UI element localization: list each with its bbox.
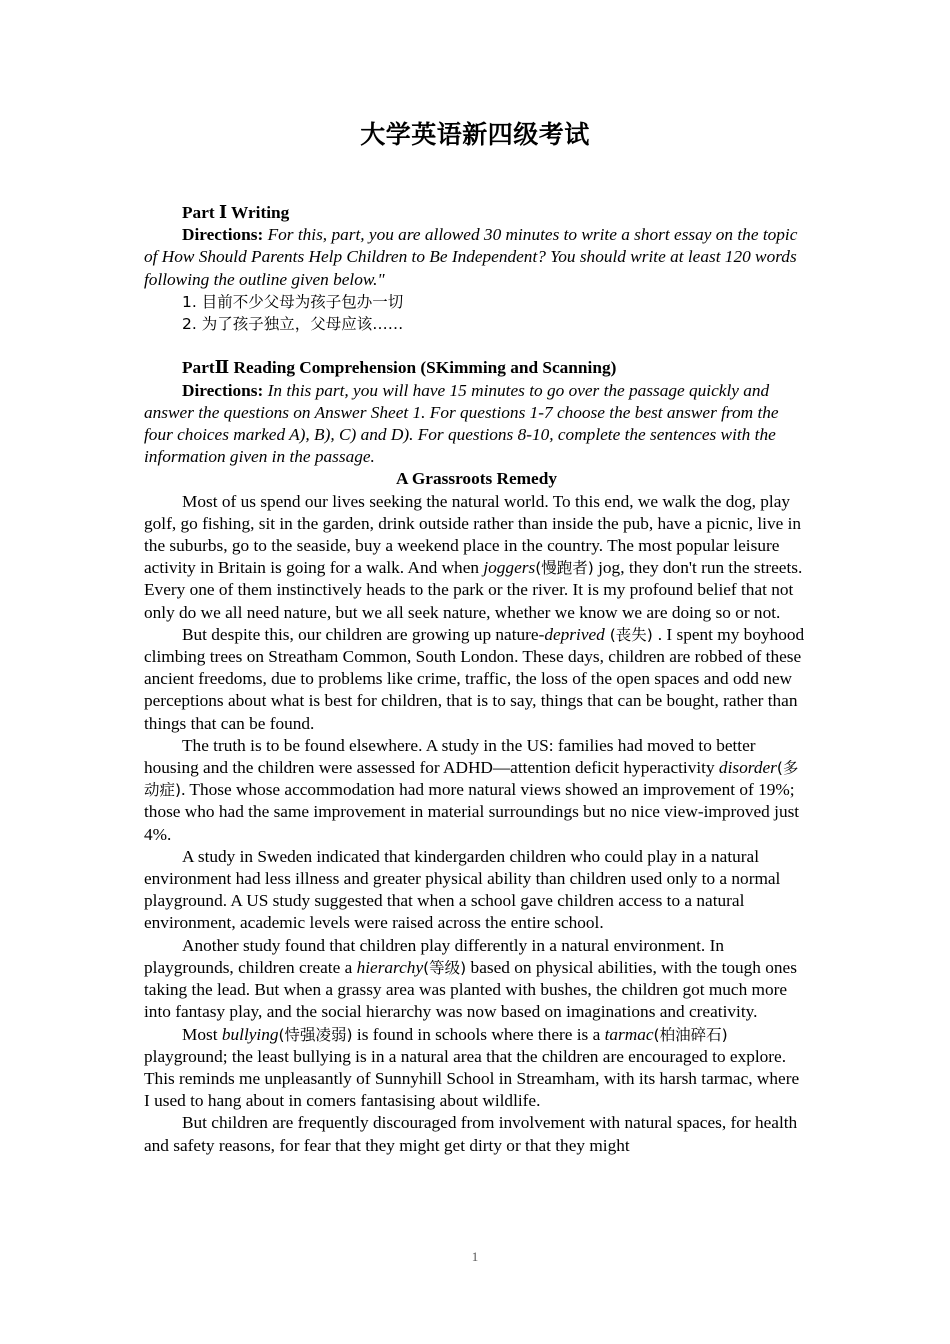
paragraph-text: based on physical abilities, with the tough ones taking the lead. But when a grassy area was planted with bushes, the children got much more into fantasy play, and the social hierarchy was now based on imaginations and creativity.: [144, 957, 797, 1022]
paragraph-text: The truth is to be found elsewhere. A study in the US: families had moved to better housing and the children were assessed for ADHD—attention deficit hyperactivity: [144, 735, 756, 778]
paragraph-text: But despite this, our children are growing up nature-: [182, 624, 545, 644]
outline-item-text: 2. 为了孩子独立，父母应该……: [182, 315, 404, 334]
document-body: [144, 202, 809, 1157]
paragraph-text: . I spent my boyhood climbing trees on Streatham Common, South London. These days, children are robbed of these ancient freedoms, due to problems like crime, traffic, the loss of the open spaces and odd new perceptions about what is best for children, that is to say, things that can be bought, rather than things that can be found.: [144, 624, 805, 733]
chinese-gloss: (慢跑者): [535, 559, 594, 578]
passage-paragraph: [144, 1112, 809, 1156]
paragraph-text: Most of us spend our lives seeking the natural world. To this end, we walk the dog, play golf, go fishing, sit in the garden, drink outside rather than inside the pub, have a picnic, live in the suburbs, go to the seaside, buy a weekend place in the country. The most popular leisure activity in Britain is going for a walk. And when: [144, 491, 802, 578]
part1-directions-label: Directions:: [182, 225, 264, 245]
paragraph-text: playground; the least bullying is in a natural area that the children are encouraged to explore. This reminds me unpleasantly of Sunnyhill School in Streamham, with its harsh tarmac, where I used to hang about in comers fantasising about wildlife.: [144, 1046, 800, 1111]
paragraph-text: jog, they don't run the streets. Every one of them instinctively heads to the park or the river. It is my profound belief that not only do we all need nature, but we all seek nature, whether we know we are doing so or not.: [144, 558, 803, 622]
passage-paragraph: [144, 1024, 809, 1113]
glossed-term: disorder: [718, 758, 777, 778]
part2-directions-label: Directions:: [182, 380, 264, 400]
part2-directions: [144, 380, 809, 469]
document-title: 大学英语新四级考试: [360, 120, 590, 149]
glossed-term: deprived: [544, 624, 605, 644]
chinese-gloss: (多动症): [144, 759, 799, 800]
paragraph-text: But children are frequently discouraged from involvement with natural spaces, for health and safety reasons, for fear that they might get dirty or that they might: [144, 1113, 798, 1155]
page-number: 1: [471, 1249, 479, 1264]
glossed-term: tarmac: [604, 1024, 654, 1044]
passage-paragraph: [144, 735, 809, 846]
paragraph-text: . Those whose accommodation had more natural views showed an improvement of 19%; those who had the same improvement in material surroundings but no nice view-improved just 4%.: [144, 780, 800, 844]
glossed-term: joggers: [483, 558, 536, 578]
glossed-term: hierarchy: [356, 957, 424, 977]
paragraph-text: Most: [182, 1024, 222, 1044]
passage-paragraph: [144, 935, 809, 1024]
part1-directions: [144, 224, 809, 291]
paragraph-text: Another study found that children play differently in a natural environment. In playgrounds, children create a: [144, 935, 724, 977]
part1-directions-text: For this, part, you are allowed 30 minutes to write a short essay on the topic of How Should Parents Help Children to Be Independent? You should write at least 120 words following the outline given below.": [144, 225, 798, 289]
passage-paragraph: [144, 491, 809, 624]
part2-directions-text: In this part, you will have 15 minutes to go over the passage quickly and answer the questions on Answer Sheet 1. For questions 1-7 choose the best answer from the four choices marked A), B), C) and D). For questions 8-10, complete the sentences with the information given in the passage.: [144, 380, 779, 467]
chinese-gloss: (柏油碎石): [653, 1025, 728, 1044]
paragraph-text: is found in schools where there is a: [352, 1024, 605, 1044]
chinese-gloss: (丧失): [604, 625, 658, 644]
paragraph-text: A study in Sweden indicated that kindergarden children who could play in a natural environment had less illness and greater physical ability than children used only to a normal playground. A US study suggested that when a school gave children access to a natural environment, academic levels were raised across the entire school.: [144, 846, 781, 933]
passage-paragraph: [144, 846, 809, 935]
chinese-gloss: (等级): [423, 958, 467, 977]
section-spacer: [144, 335, 809, 357]
passage-title: A Grassroots Remedy: [396, 469, 557, 489]
glossed-term: bullying: [221, 1024, 279, 1044]
outline-item-text: 1. 目前不少父母为孩子包办一切: [182, 292, 404, 311]
chinese-gloss: (恃强凌弱): [278, 1025, 353, 1044]
part2-heading: PartⅡ Reading Comprehension (SKimming and Scanning): [182, 358, 617, 378]
outline-item: [144, 313, 809, 335]
passage-paragraph: [144, 624, 809, 735]
part1-heading: Part Ⅰ Writing: [182, 203, 290, 222]
outline-item: [144, 291, 809, 313]
